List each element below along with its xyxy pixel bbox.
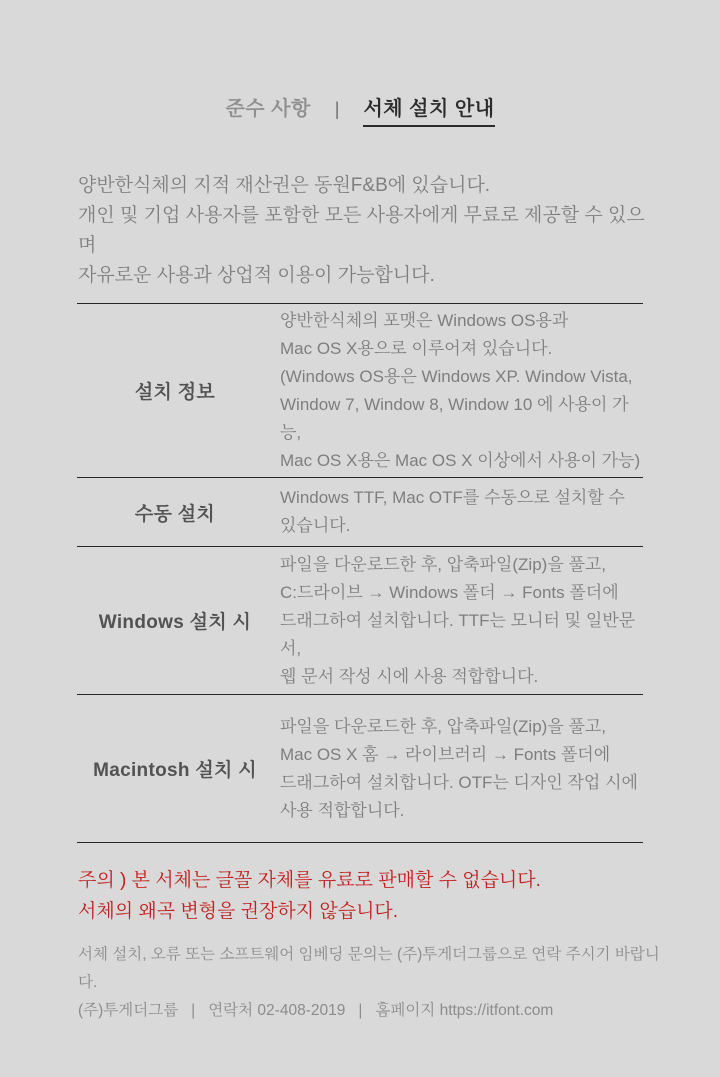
- footer-contact: 연락처 02-408-2019: [208, 1002, 346, 1019]
- table-row-install-info: [77, 304, 643, 478]
- footer-homepage: 홈페이지 https://itfont.com: [375, 1002, 554, 1019]
- table-row-macintosh-install: [77, 695, 643, 843]
- content-line: 드래그하여 설치합니다. OTF는 디자인 작업 시에: [280, 772, 638, 792]
- warning-line: 주의 ) 본 서체는 글꼴 자체를 유료로 판매할 수 없습니다.: [78, 870, 541, 891]
- footer-separator: |: [191, 1002, 196, 1019]
- tab-install-guide[interactable]: 서체 설치 안내: [363, 92, 494, 127]
- row-content: [273, 484, 643, 540]
- tab-separator: |: [334, 99, 340, 119]
- content-line: C:드라이브 → Windows 폴더 → Fonts 폴더에: [280, 582, 619, 602]
- intro-line: 개인 및 기업 사용자를 포함한 모든 사용자에게 무료로 제공할 수 있으며: [78, 205, 645, 256]
- content-line: Mac OS X용은 Mac OS X 이상에서 사용이 가능): [280, 450, 641, 470]
- content-line: 웹 문서 작성 시에 사용 적합합니다.: [280, 666, 539, 686]
- footer-inquiry-line: 서체 설치, 오류 또는 소프트웨어 임베딩 문의는 (주)투게더그룹으로 연락 주시기 바랍니다.: [78, 946, 660, 991]
- footer-separator: |: [358, 1002, 363, 1019]
- table-row-manual-install: [77, 478, 643, 547]
- footer-contact-line: [78, 997, 660, 1025]
- content-line: Mac OS X 홈 → 라이브러리 → Fonts 폴더에: [280, 744, 611, 764]
- tab-compliance[interactable]: 준수 사항: [225, 98, 311, 120]
- license-intro-paragraph: [78, 171, 660, 291]
- content-line: 사용 적합합니다.: [280, 800, 405, 820]
- row-content: [273, 713, 643, 825]
- content-line: 파일을 다운로드한 후, 압축파일(Zip)을 풀고,: [280, 554, 607, 574]
- header-tab-bar: [0, 0, 720, 127]
- row-content: [273, 551, 643, 691]
- intro-line: 자유로운 사용과 상업적 이용이 가능합니다.: [78, 265, 435, 286]
- content-line: 양반한식체의 포맷은 Windows OS용과: [280, 310, 569, 330]
- footer-company: (주)투게더그룹: [78, 1002, 179, 1019]
- content-line: 파일을 다운로드한 후, 압축파일(Zip)을 풀고,: [280, 716, 607, 736]
- row-label: 설치 정보: [134, 382, 216, 403]
- content-line: Windows TTF, Mac OTF를 수동으로 설치할 수 있습니다.: [280, 488, 625, 535]
- footer: [78, 941, 660, 1025]
- install-info-table: [77, 303, 643, 843]
- content-line: 드래그하여 설치합니다. TTF는 모니터 및 일반문서,: [280, 610, 636, 658]
- row-label: Windows 설치 시: [98, 612, 252, 633]
- table-row-windows-install: [77, 547, 643, 695]
- row-content: [273, 307, 643, 475]
- content-line: (Windows OS용은 Windows XP. Window Vista,: [280, 366, 633, 386]
- warning-line: 서체의 왜곡 변형을 권장하지 않습니다.: [78, 901, 399, 922]
- row-label: Macintosh 설치 시: [93, 760, 257, 781]
- warning-notice: [78, 865, 660, 927]
- intro-line: 양반한식체의 지적 재산권은 동원F&B에 있습니다.: [78, 175, 491, 196]
- row-label: 수동 설치: [134, 503, 216, 525]
- content-line: Window 7, Window 8, Window 10 에 사용이 가능,: [280, 394, 629, 442]
- content-line: Mac OS X용으로 이루어져 있습니다.: [280, 338, 553, 358]
